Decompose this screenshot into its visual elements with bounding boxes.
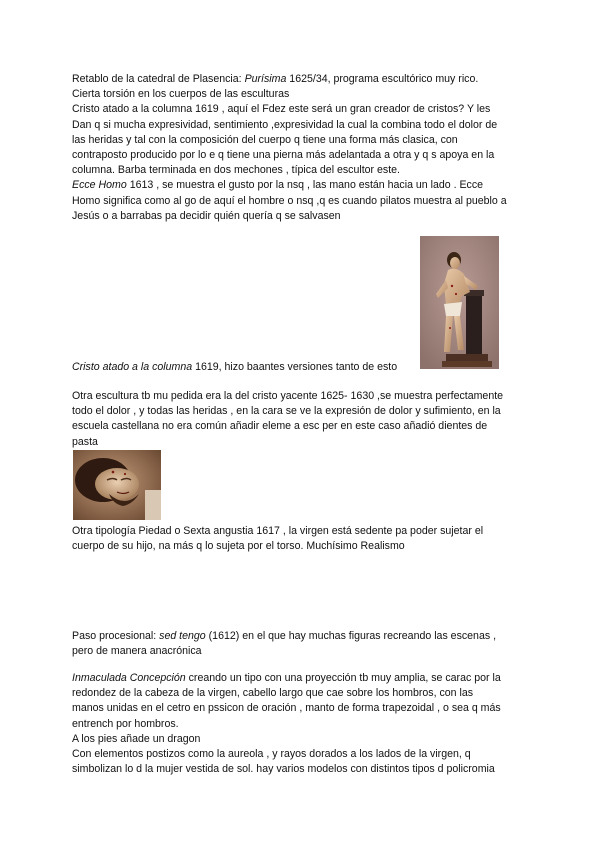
cristo-columna-image (420, 236, 499, 369)
text-line: Otra tipología Piedad o Sexta angustia 1617 , la virgen está sedente pa poder sujetar el (72, 525, 484, 537)
text-line: escuela castellana no era común añadir eleme a esc per en este caso añadió dientes de (72, 420, 488, 433)
text-span: Paso procesional: (72, 630, 160, 642)
text-line (72, 671, 532, 686)
text-line: manos unidas en el cetro en pssicon de oración , manto de forma trapezoidal , o sea q más (72, 702, 501, 715)
text-span: 1619, hizo baantes versiones tanto de esto (192, 361, 398, 373)
text-line: cuerpo de su hijo, na más q lo sujeta por el torso. Muchísimo Realismo (72, 540, 405, 553)
paragraph-cristo-yacente (72, 389, 532, 450)
text-line: Jesús o a barrabas pa decidir quién quería q se salvasen (72, 209, 341, 222)
text-line: Cierta torsión en los cuerpos de las esculturas (72, 88, 290, 101)
italic-title: Purísima (244, 73, 287, 85)
text-line: Cristo atado a la columna 1619 , aquí el Fdez este será un gran creador de cristos? Y les (72, 103, 491, 116)
italic-title: Inmaculada Concepción (72, 672, 186, 684)
text-span: 1625/34, programa escultórico muy rico. (286, 73, 479, 85)
text-span: (1612) en el que hay muchas figuras recreando las escenas , (205, 630, 497, 642)
italic-title: Ecce Homo (72, 179, 127, 192)
paragraph-retablo (72, 72, 532, 224)
text-line: entrench por hombros. (72, 717, 179, 730)
text-line: pasta (72, 435, 98, 448)
text-line: las heridas y tal con la composición del cuerpo q tiene una forma más clasica, con (72, 133, 458, 146)
text-line: todo el dolor , y todas las heridas , en la cara se ve la expresión de dolor y sufimiento, en la (72, 405, 501, 418)
text-span: 1613 , se muestra el gusto por la nsq , las mano están hacia un lado . Ecce (126, 179, 484, 192)
text-line (72, 178, 532, 193)
italic-title: Cristo atado a la columna (72, 361, 193, 373)
text-line: simbolizan lo d la mujer vestida de sol. hay varios modelos con distintos tipos d policromia (72, 763, 495, 776)
text-line: pero de manera anacrónica (72, 645, 202, 658)
text-line: redondez de la cabeza de la virgen, cabello largo que cae sobre los hombros, con las (72, 687, 474, 700)
caption-cristo-columna (72, 360, 532, 375)
text-line (72, 72, 532, 87)
paragraph-paso-procesional (72, 629, 532, 659)
text-line: contraposto producido por lo e q tiene una pierna más adelantada a otra y q s apoya en la (72, 149, 495, 162)
text-line: columna. Barba terminada en dos mechones , típica del escultor este. (72, 164, 400, 177)
text-span: Retablo de la catedral de Plasencia: (72, 73, 245, 85)
text-line: Con elementos postizos como la aureola , y rayos dorados a los lados de la virgen, q (72, 748, 471, 761)
text-span: creando un tipo con una proyección tb muy amplia, se carac por la (185, 672, 501, 684)
text-line: A los pies añade un dragon (72, 732, 201, 745)
text-line (72, 360, 532, 375)
paragraph-inmaculada (72, 671, 532, 777)
italic-title: sed tengo (159, 630, 206, 642)
text-line: Homo significa como al go de aquí el hombre o nsq ,q es cuando pilatos muestra al pueblo a (72, 194, 507, 207)
text-line (72, 629, 532, 644)
text-line: Dan q si mucha expresividad, sentimiento ,expresividad la cual la combina todo el dolor de (72, 118, 498, 131)
cristo-yacente-image (73, 450, 161, 520)
paragraph-piedad (72, 524, 532, 554)
text-line: Otra escultura tb mu pedida era la del cristo yacente 1625- 1630 ,se muestra perfectamente (72, 390, 504, 402)
